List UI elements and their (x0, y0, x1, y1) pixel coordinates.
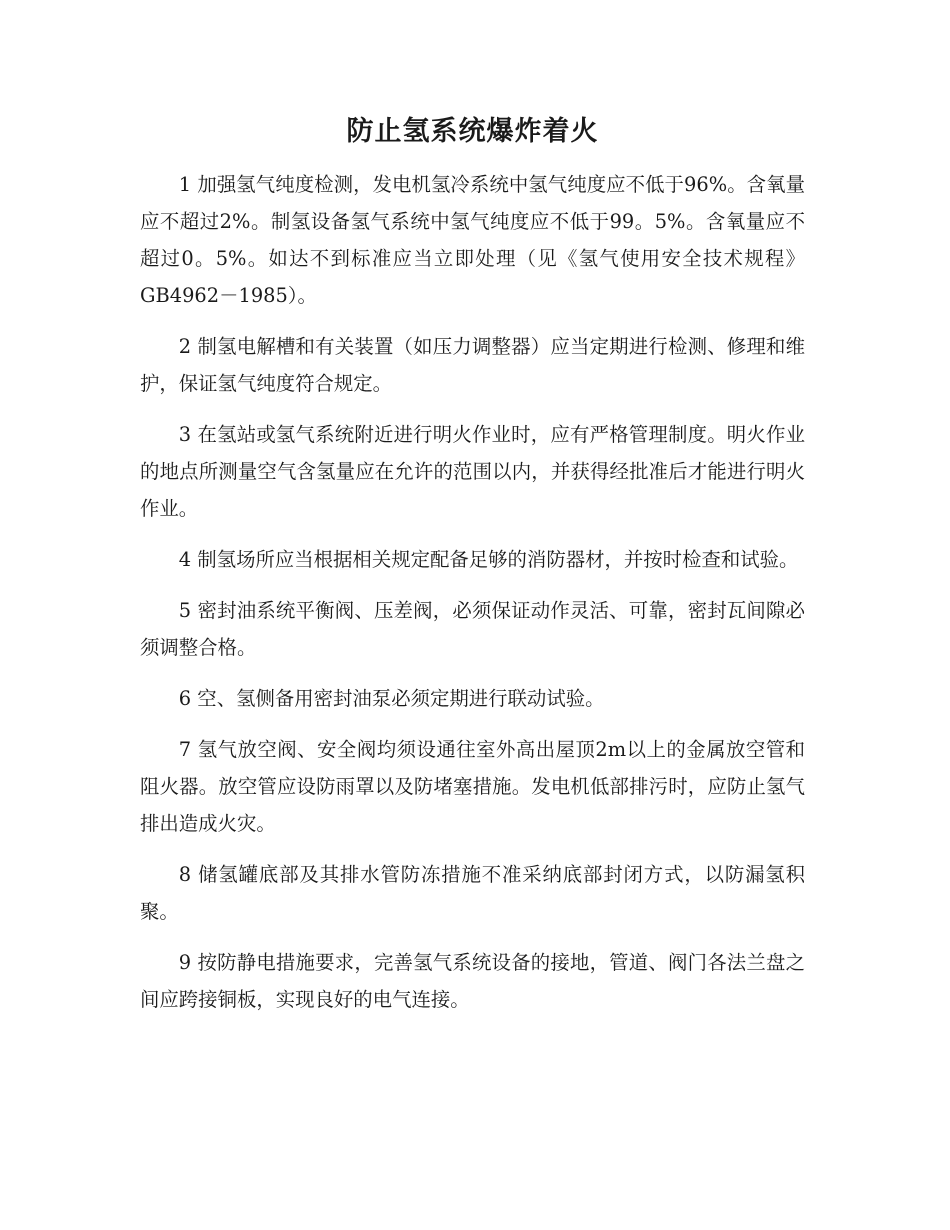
paragraph-3: 3 在氢站或氢气系统附近进行明火作业时，应有严格管理制度。明火作业的地点所测量空气含氢量应在允许的范围以内，并获得经批准后才能进行明火作业。 (140, 423, 805, 520)
paragraph-5: 5 密封油系统平衡阀、压差阀，必须保证动作灵活、可靠，密封瓦间隙必须调整合格。 (140, 599, 805, 659)
paragraph-4: 4 制氢场所应当根据相关规定配备足够的消防器材，并按时检查和试验。 (178, 548, 799, 571)
paragraph-9: 9 按防静电措施要求，完善氢气系统设备的接地，管道、阀门各法兰盘之间应跨接铜板，实现良好的电气连接。 (140, 951, 805, 1011)
paragraph-7: 7 氢气放空阀、安全阀均须设通往室外高出屋顶2m以上的金属放空管和阻火器。放空管应设防雨罩以及防堵塞措施。发电机低部排污时，应防止氢气排出造成火灾。 (140, 738, 805, 835)
document-title: 防止氢系统爆炸着火 (346, 116, 599, 147)
paragraph-8: 8 储氢罐底部及其排水管防冻措施不准采纳底部封闭方式，以防漏氢积聚。 (140, 863, 805, 923)
paragraph-6: 6 空、氢侧备用密封油泵必须定期进行联动试验。 (178, 687, 605, 710)
paragraph-2: 2 制氢电解槽和有关装置（如压力调整器）应当定期进行检测、修理和维护，保证氢气纯度符合规定。 (140, 335, 805, 395)
document-page (140, 108, 805, 1032)
paragraph-1: 1 加强氢气纯度检测，发电机氢冷系统中氢气纯度应不低于96%。含氧量应不超过2%。制氢设备氢气系统中氢气纯度应不低于99。5%。含氧量应不超过0。5%。如达不到标准应当立即处理（见《氢气使用安全技术规程》GB4962－1985）。 (140, 173, 805, 307)
